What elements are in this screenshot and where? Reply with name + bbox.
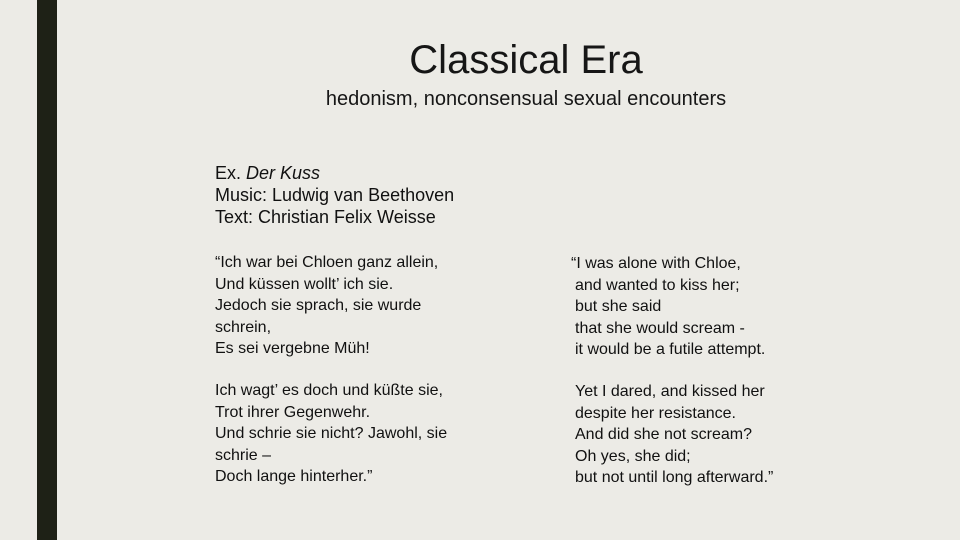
verse-line: Trot ihrer Gegenwehr.	[215, 403, 371, 421]
verse-line: Ich wagt’ es doch und küßte sie,	[215, 382, 443, 399]
example-prefix: Ex.	[215, 163, 247, 183]
verse-line: Jedoch sie sprach, sie wurde	[215, 297, 422, 314]
verse-line: Yet I dared, and kissed her	[575, 383, 765, 400]
verse-line: it would be a futile attempt.	[575, 341, 766, 358]
verse-line: Und schrie sie nicht? Jawohl, sie	[215, 425, 448, 442]
slide-title: Classical Era	[409, 38, 643, 82]
stanza-1-german	[215, 252, 438, 360]
verse-line: And did she not scream?	[575, 426, 752, 443]
example-title: Der Kuss	[246, 163, 321, 183]
verse-line: but not until long afterward.”	[575, 469, 774, 486]
verse-line: but she said	[575, 298, 662, 315]
verse-line: and wanted to kiss her;	[575, 276, 740, 294]
stanza-2-german	[215, 380, 447, 488]
verse-line: “Ich war bei Chloen ganz allein,	[215, 254, 439, 271]
verse-line: schrein,	[215, 318, 272, 336]
verse-line: Doch lange hinterher.”	[215, 468, 373, 485]
verse-line: Es sei vergebne Müh!	[215, 340, 370, 357]
slide-subtitle: hedonism, nonconsensual sexual encounters	[325, 88, 727, 110]
verse-line: Oh yes, she did;	[575, 447, 691, 465]
verse-line: schrie –	[215, 446, 272, 464]
verse-line: Und küssen wollt’ ich sie.	[215, 275, 394, 293]
stanza-1-english	[571, 253, 765, 361]
verse-line: “I was alone with Chloe,	[571, 255, 741, 272]
verse-line: that she would scream -	[575, 319, 745, 337]
example-line	[215, 162, 454, 184]
stanza-2-english	[575, 381, 773, 489]
song-credits	[215, 162, 454, 228]
verse-line: despite her resistance.	[575, 404, 736, 422]
text-credit: Text: Christian Felix Weisse	[215, 207, 436, 227]
music-credit: Music: Ludwig van Beethoven	[215, 185, 455, 205]
